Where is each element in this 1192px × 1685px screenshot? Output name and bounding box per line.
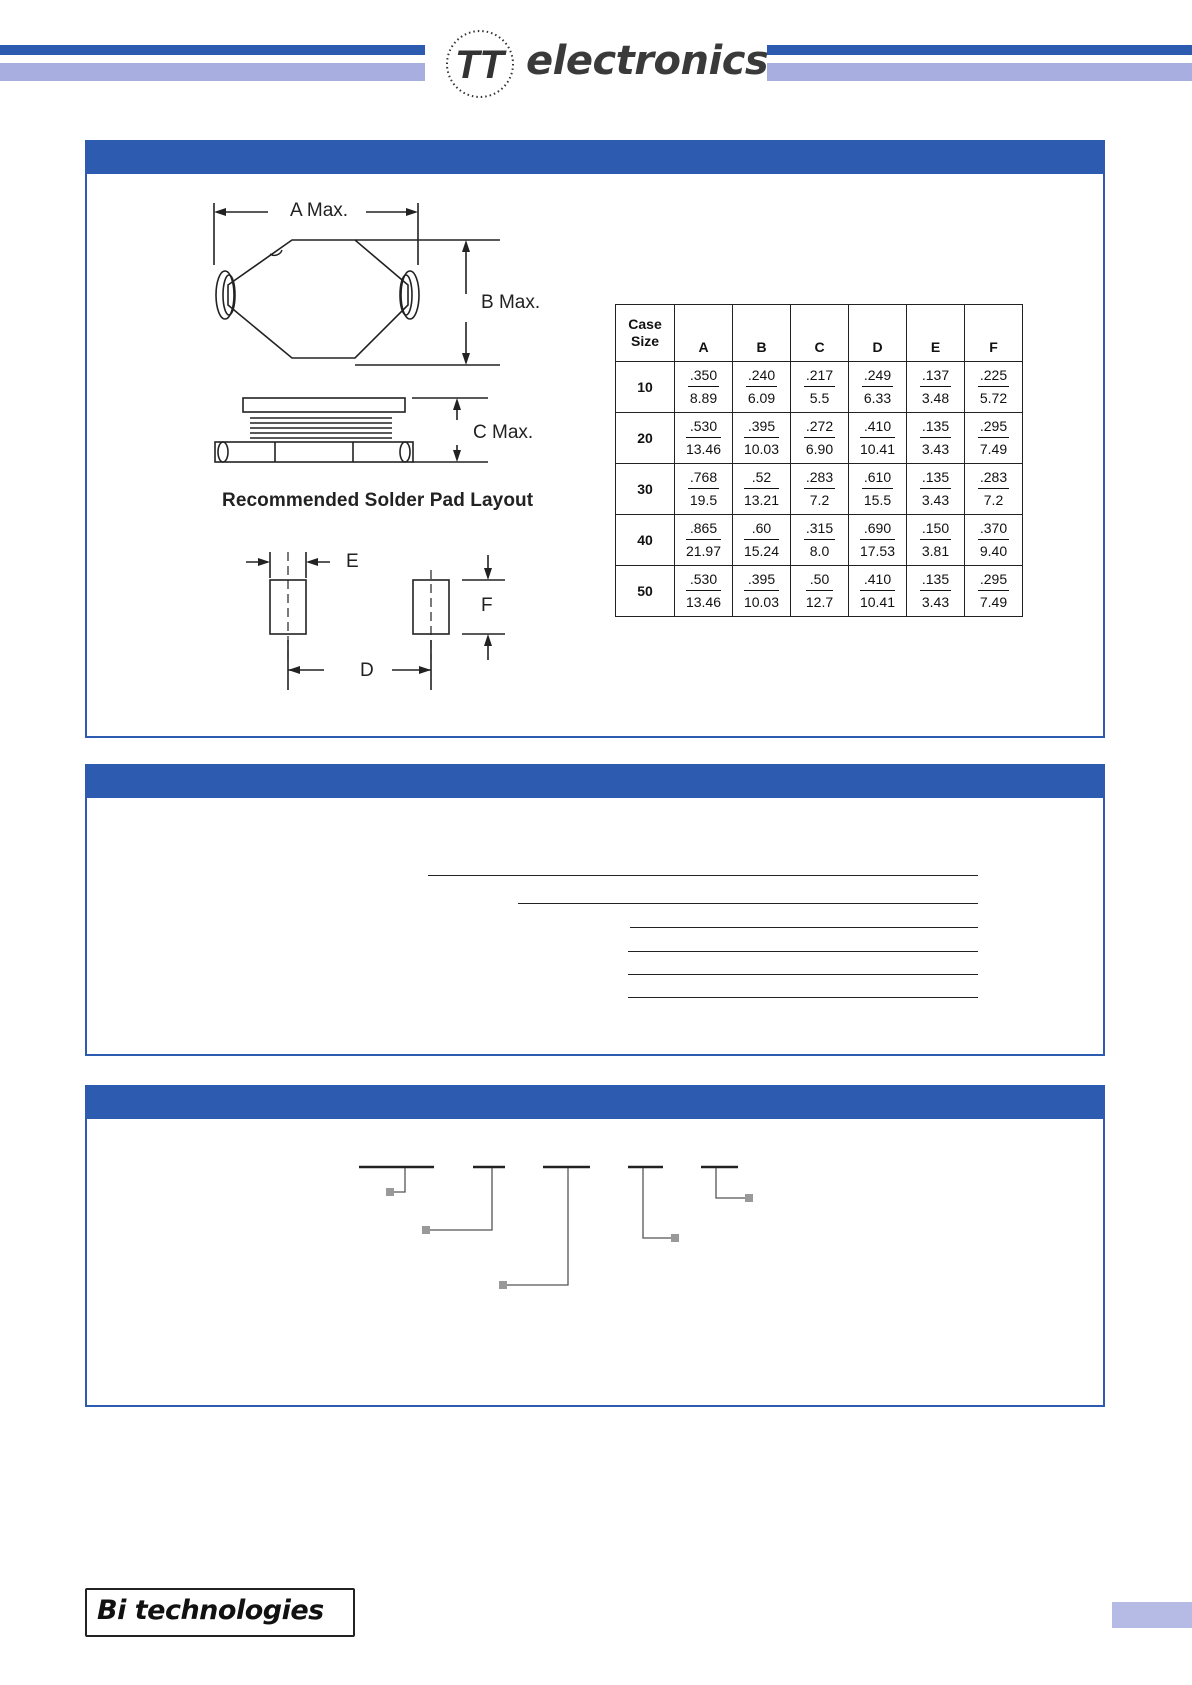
dimension-inches: .350 — [688, 366, 719, 387]
dimension-millimeters: 3.81 — [921, 543, 950, 559]
dimension-label-e: E — [346, 551, 359, 572]
dimension-inches: .50 — [806, 570, 833, 591]
dimension-value — [860, 570, 895, 612]
dimension-inches: .410 — [860, 570, 895, 591]
dimension-cell — [675, 413, 733, 464]
dimension-millimeters: 19.5 — [689, 492, 718, 508]
dimension-millimeters: 6.33 — [863, 390, 892, 406]
dimension-millimeters: 8.0 — [809, 543, 830, 559]
dimension-millimeters: 17.53 — [859, 543, 896, 559]
dimension-value — [804, 519, 835, 561]
dimension-millimeters: 10.03 — [743, 441, 780, 457]
dimension-value — [804, 417, 835, 459]
case-size-cell: 20 — [616, 413, 675, 464]
case-size-cell: 50 — [616, 566, 675, 617]
dimension-inches: .370 — [978, 519, 1009, 540]
dimension-cell — [791, 464, 849, 515]
dimension-inches: .135 — [920, 468, 951, 489]
dimension-inches: .150 — [920, 519, 951, 540]
dimension-inches: .610 — [862, 468, 893, 489]
dimension-millimeters: 3.43 — [921, 492, 950, 508]
dimension-value — [920, 468, 951, 510]
dimension-millimeters: 6.90 — [805, 441, 834, 457]
dimension-cell — [675, 515, 733, 566]
dimension-millimeters: 7.49 — [979, 441, 1008, 457]
dimension-value — [862, 366, 893, 408]
case-size-cell: 30 — [616, 464, 675, 515]
dimension-millimeters: 10.41 — [859, 594, 896, 610]
dimension-inches: .52 — [744, 468, 779, 489]
dimension-value — [744, 570, 779, 612]
dimension-cell — [907, 566, 965, 617]
dimension-cell — [733, 362, 791, 413]
spec-rule-4 — [628, 951, 978, 952]
spec-rule-5 — [628, 974, 978, 975]
dimension-cell — [849, 413, 907, 464]
case-header-line-1: Case — [628, 316, 662, 332]
dimension-cell — [733, 464, 791, 515]
dimension-cell — [907, 515, 965, 566]
dimension-inches: .395 — [744, 570, 779, 591]
column-header-a: A — [675, 305, 733, 362]
dimension-cell — [965, 566, 1023, 617]
table-header-row — [616, 305, 1023, 362]
dimension-millimeters: 15.24 — [743, 543, 780, 559]
column-header-case-size — [616, 305, 675, 362]
dimension-cell — [849, 515, 907, 566]
dimension-millimeters: 13.21 — [743, 492, 780, 508]
dimension-cell — [965, 515, 1023, 566]
dimension-cell — [733, 566, 791, 617]
dimension-millimeters: 7.2 — [809, 492, 830, 508]
dimension-value — [688, 366, 719, 408]
column-header-b: B — [733, 305, 791, 362]
dimension-millimeters: 7.49 — [979, 594, 1008, 610]
dimension-millimeters: 7.2 — [983, 492, 1004, 508]
dimension-value — [860, 519, 895, 561]
dimension-inches: .249 — [862, 366, 893, 387]
column-header-c: C — [791, 305, 849, 362]
dimension-label-f: F — [481, 595, 493, 616]
dimension-inches: .865 — [686, 519, 721, 540]
dimension-value — [920, 417, 951, 459]
dimension-value — [804, 366, 835, 408]
dimension-inches: .315 — [804, 519, 835, 540]
dimension-label-a: A Max. — [290, 200, 349, 221]
dimension-value — [686, 417, 721, 459]
case-size-dimension-table — [615, 304, 1023, 617]
dimension-millimeters: 13.46 — [685, 441, 722, 457]
dimension-millimeters: 15.5 — [863, 492, 892, 508]
dimension-value — [978, 468, 1009, 510]
dimension-inches: .283 — [978, 468, 1009, 489]
specifications-panel — [85, 764, 1105, 1056]
spec-rule-6 — [628, 997, 978, 998]
dimension-value — [978, 570, 1009, 612]
dimension-inches: .395 — [744, 417, 779, 438]
dimension-value — [804, 468, 835, 510]
dimension-value — [688, 468, 719, 510]
dimension-value — [978, 519, 1009, 561]
dimension-cell — [791, 515, 849, 566]
dimension-millimeters: 6.09 — [747, 390, 776, 406]
dimension-millimeters: 10.03 — [743, 594, 780, 610]
dimension-label-b: B Max. — [481, 292, 541, 313]
dimension-inches: .217 — [804, 366, 835, 387]
dimension-cell — [675, 464, 733, 515]
dimension-millimeters: 9.40 — [979, 543, 1008, 559]
dimension-inches: .272 — [804, 417, 835, 438]
dimension-value — [806, 570, 833, 612]
table-row — [616, 464, 1023, 515]
dimension-cell — [965, 362, 1023, 413]
dimension-cell — [675, 362, 733, 413]
part-number-callout-diagram — [0, 1150, 1192, 1300]
dimension-cell — [733, 515, 791, 566]
dimension-cell — [907, 413, 965, 464]
dimension-millimeters: 5.72 — [979, 390, 1008, 406]
dimension-label-c: C Max. — [473, 422, 534, 443]
dimension-inches: .60 — [744, 519, 779, 540]
dimension-inches: .137 — [920, 366, 951, 387]
dimension-millimeters: 21.97 — [685, 543, 722, 559]
dimension-value — [978, 366, 1009, 408]
dimension-inches: .295 — [978, 570, 1009, 591]
dimension-cell — [849, 362, 907, 413]
dimension-inches: .410 — [860, 417, 895, 438]
spec-rule-2 — [518, 903, 978, 904]
dimension-inches: .768 — [688, 468, 719, 489]
column-header-f: F — [965, 305, 1023, 362]
page-number-tab — [1112, 1602, 1192, 1628]
column-header-e: E — [907, 305, 965, 362]
dimension-value — [862, 468, 893, 510]
bi-technologies-logo — [85, 1588, 355, 1637]
dimension-inches: .135 — [920, 417, 951, 438]
company-name: Bi technologies — [97, 1595, 324, 1626]
dimension-value — [744, 417, 779, 459]
dimension-millimeters: 3.43 — [921, 594, 950, 610]
dimension-millimeters: 3.43 — [921, 441, 950, 457]
table-row — [616, 515, 1023, 566]
dimension-cell — [791, 566, 849, 617]
spec-rule-3 — [630, 927, 978, 928]
dimension-inches: .283 — [804, 468, 835, 489]
brand-name: electronics — [526, 38, 769, 84]
dimension-inches: .690 — [860, 519, 895, 540]
dimension-value — [744, 519, 779, 561]
dimension-millimeters: 10.41 — [859, 441, 896, 457]
dimension-value — [744, 468, 779, 510]
dimension-inches: .530 — [686, 570, 721, 591]
dimension-cell — [791, 413, 849, 464]
dimension-inches: .295 — [978, 417, 1009, 438]
dimension-cell — [791, 362, 849, 413]
dimension-value — [920, 366, 951, 408]
table-body — [616, 362, 1023, 617]
dimension-inches: .135 — [920, 570, 951, 591]
dimension-cell — [907, 362, 965, 413]
dimension-value — [860, 417, 895, 459]
dimension-cell — [733, 413, 791, 464]
dimension-value — [746, 366, 777, 408]
case-header-line-2: Size — [630, 333, 659, 349]
table-row — [616, 413, 1023, 464]
dimension-cell — [965, 413, 1023, 464]
dimension-millimeters: 12.7 — [805, 594, 834, 610]
case-size-cell: 40 — [616, 515, 675, 566]
dimension-value — [920, 519, 951, 561]
dimension-cell — [907, 464, 965, 515]
column-header-d: D — [849, 305, 907, 362]
solder-pad-layout-title: Recommended Solder Pad Layout — [222, 490, 534, 511]
table-row — [616, 566, 1023, 617]
dimension-inches: .240 — [746, 366, 777, 387]
dimension-millimeters: 5.5 — [809, 390, 830, 406]
dimension-inches: .530 — [686, 417, 721, 438]
dimension-inches: .225 — [978, 366, 1009, 387]
dimension-cell — [675, 566, 733, 617]
dimension-value — [686, 519, 721, 561]
dimension-millimeters: 3.48 — [921, 390, 950, 406]
specifications-panel-header — [87, 766, 1103, 798]
case-size-cell: 10 — [616, 362, 675, 413]
dimension-millimeters: 13.46 — [685, 594, 722, 610]
dimension-value — [920, 570, 951, 612]
dimension-label-d: D — [360, 660, 374, 681]
dimension-cell — [965, 464, 1023, 515]
tt-logo-mark-text: TT — [455, 43, 504, 87]
table-row — [616, 362, 1023, 413]
dimension-cell — [849, 566, 907, 617]
dimension-cell — [849, 464, 907, 515]
ordering-panel-header — [87, 1087, 1103, 1119]
dimension-value — [686, 570, 721, 612]
dimension-value — [978, 417, 1009, 459]
dimension-millimeters: 8.89 — [689, 390, 718, 406]
spec-rule-1 — [428, 875, 978, 876]
